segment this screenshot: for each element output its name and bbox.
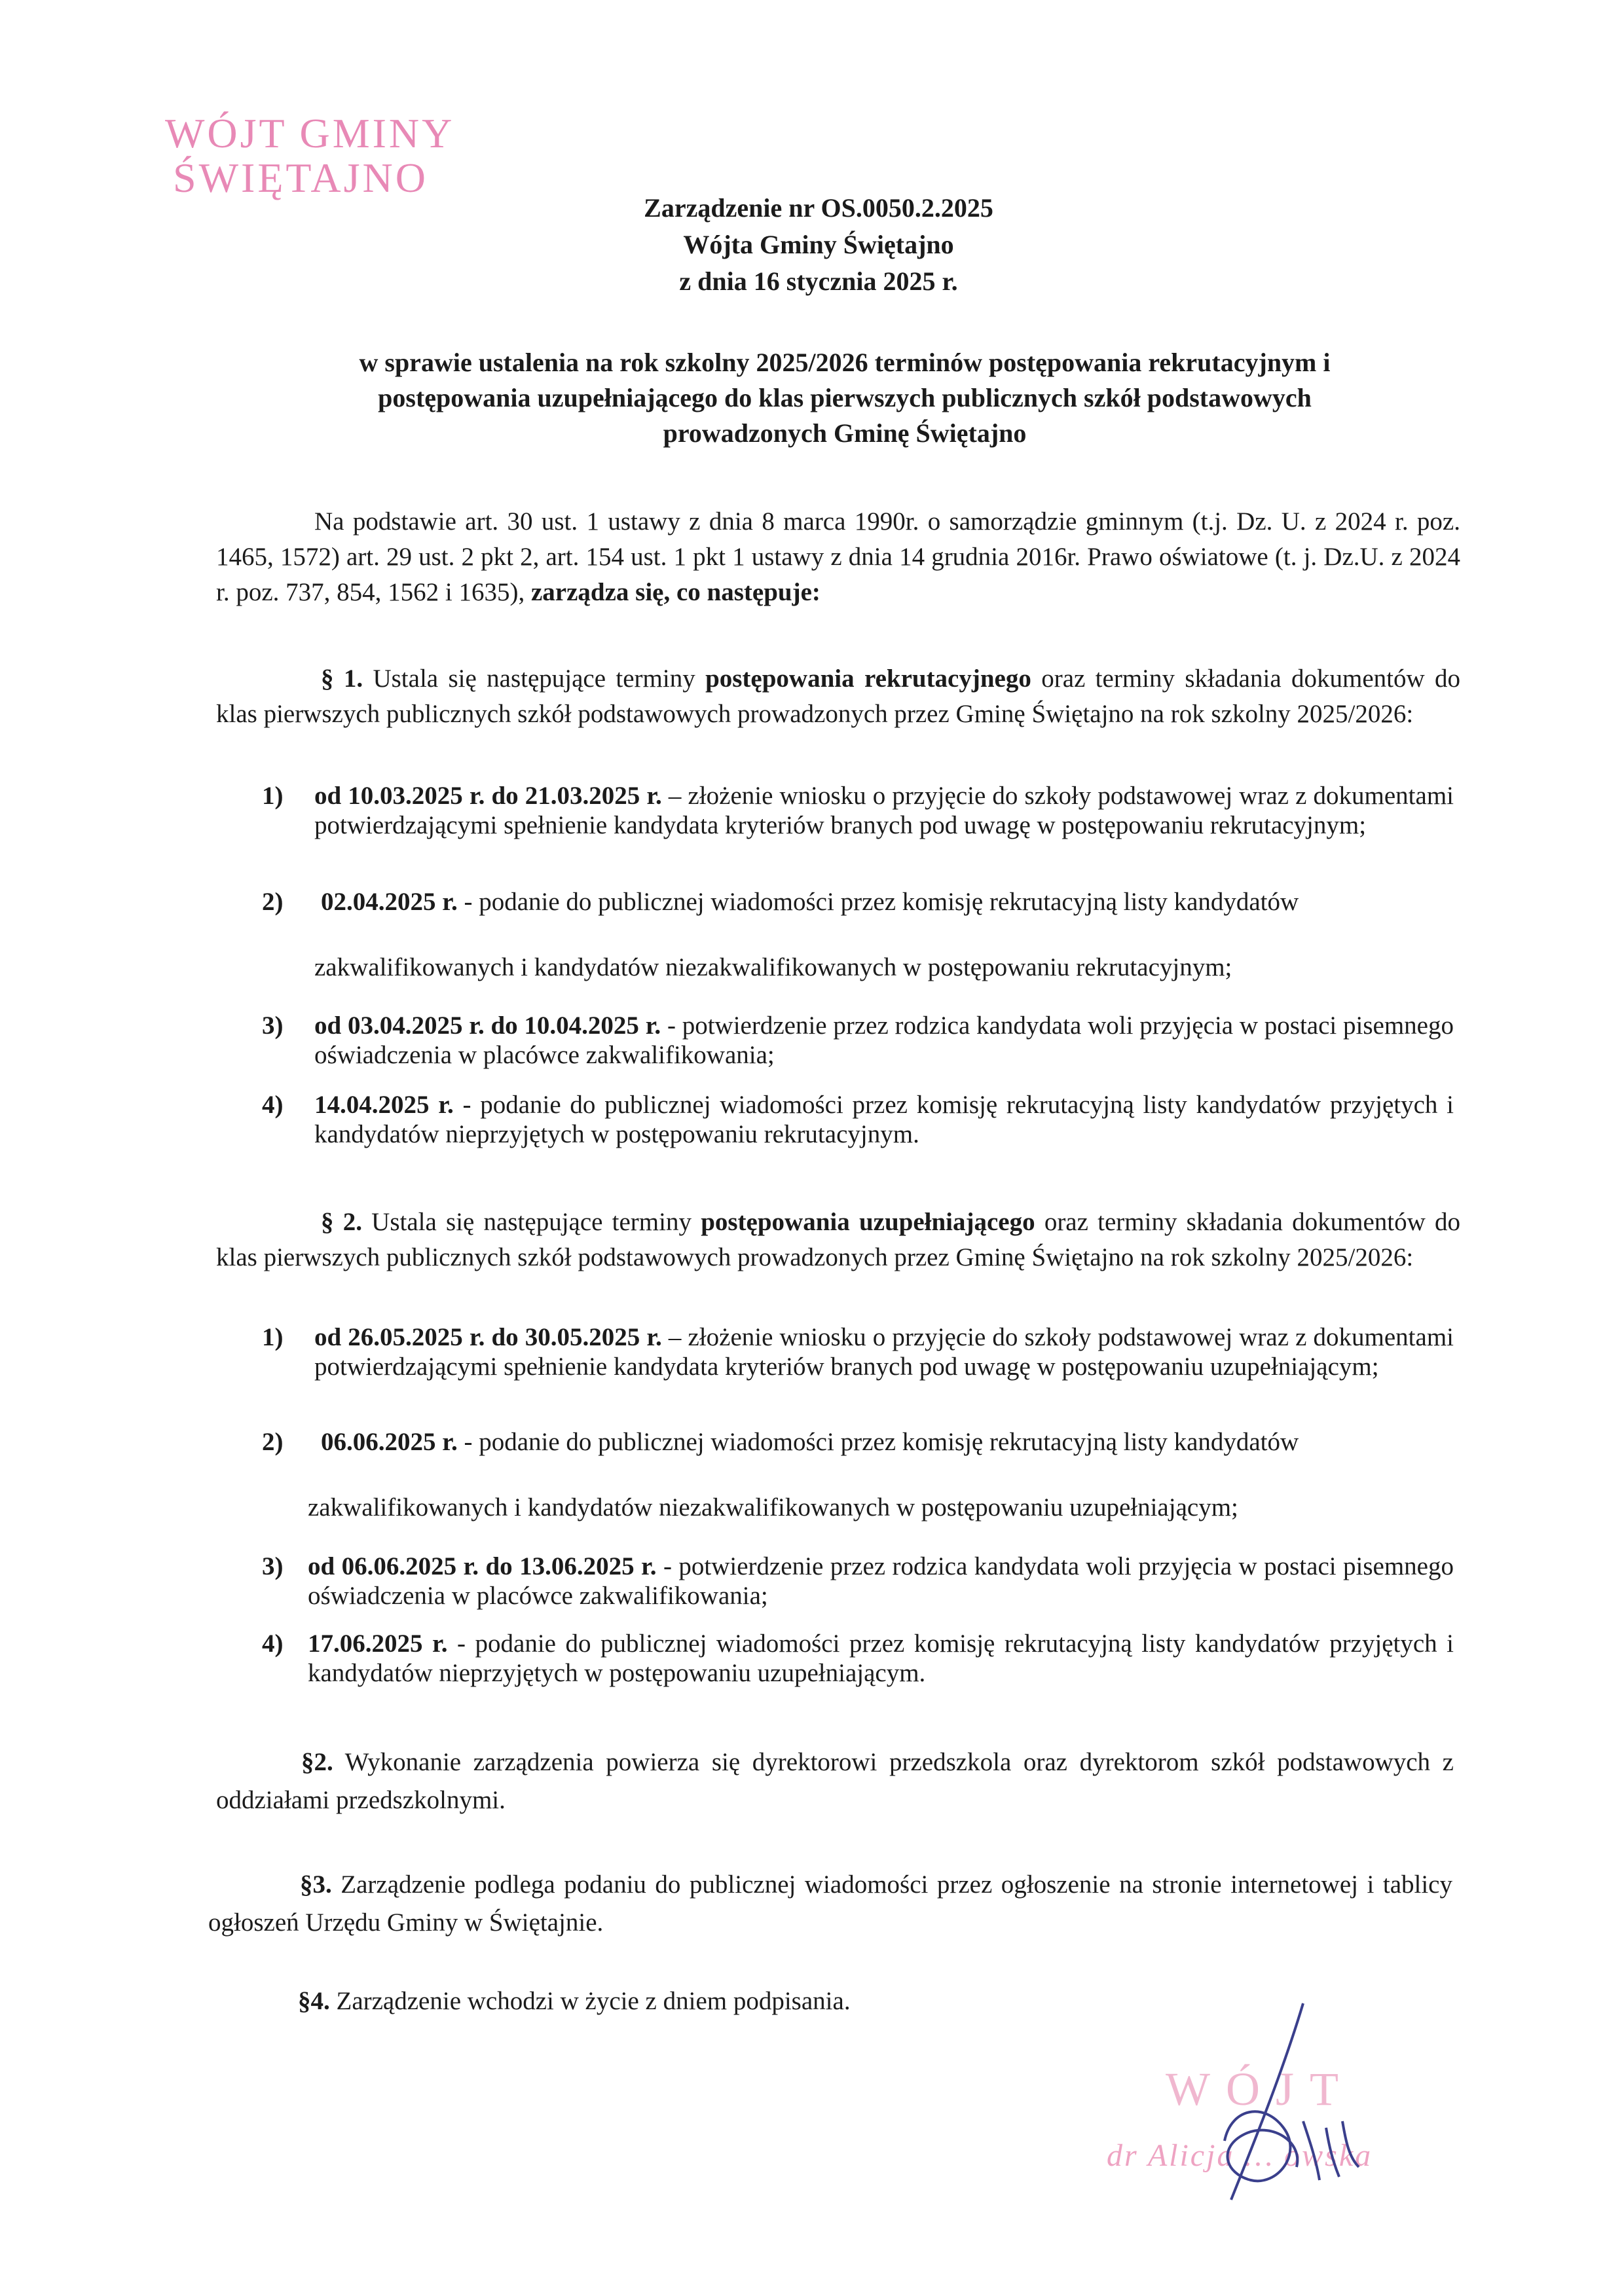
s2-item-1 — [314, 1322, 1454, 1381]
section-1-post: oraz terminy składania dokumentów do klas pierwszych publicznych szkół podstawowych prowadzonych przez Gminę Świętajno na rok szkolny 2025/2026: — [216, 665, 1460, 728]
s1-item-2-num: 2) — [262, 888, 284, 916]
s1-item-3-num: 3) — [262, 1011, 284, 1040]
s2-item-3-num: 3) — [262, 1552, 284, 1580]
s1-item-2-cont: zakwalifikowanych i kandydatów niezakwalifikowanych w postępowaniu rekrutacyjnym; — [314, 953, 1232, 981]
section-1-mark: § 1. — [321, 665, 363, 693]
p3-mark: §3. — [300, 1870, 332, 1899]
section-2-mark: § 2. — [321, 1208, 362, 1236]
legal-basis-text: Na podstawie art. 30 ust. 1 ustawy z dnia 8 marca 1990r. o samorządzie gminnym (t.j. Dz. U. z 2024 r. poz. 1465, 1572) art. 29 ust. 2 pkt 2, art. 154 ust. 1 pkt 1 ustawy z dnia 14 grudnia 2016r. Prawo oświatowe (t. j. Dz.U. z 2024 r. poz. 737, 854, 1562 i 1635), — [216, 507, 1460, 606]
header-line-1: Zarządzenie nr OS.0050.2.2025 — [644, 193, 993, 223]
p2-text: Wykonanie zarządzenia powierza się dyrektorowi przedszkola oraz dyrektorom szkół podstawowych z oddziałami przedszkolnymi. — [216, 1748, 1454, 1814]
s2-item-4 — [308, 1629, 1454, 1688]
header-line-3: z dnia 16 stycznia 2025 r. — [679, 266, 958, 296]
signature-stamp-title: WÓJT — [1166, 2063, 1354, 2115]
s1-item-1-num: 1) — [262, 782, 284, 810]
s2-item-3-text: - potwierdzenie przez rodzica kandydata woli przyjęcia w postaci pisemnego oświadczenia w placówce zakwalifikowania; — [308, 1552, 1454, 1610]
s1-item-4-text: - podanie do publicznej wiadomości przez komisję rekrutacyjną listy kandydatów przyjętych i kandydatów nieprzyjętych w postępowaniu rekrutacyjnym. — [314, 1091, 1454, 1148]
s1-item-2 — [321, 887, 1460, 917]
handwritten-signature — [1205, 1990, 1375, 2213]
s2-item-2-num: 2) — [262, 1428, 284, 1456]
s1-item-2-text: - podanie do publicznej wiadomości przez komisję rekrutacyjną listy kandydatów — [457, 888, 1299, 916]
section-2-post: oraz terminy składania dokumentów do klas pierwszych publicznych szkół podstawowych prowadzonych przez Gminę Świętajno na rok szkolny 2025/2026: — [216, 1208, 1460, 1271]
s2-item-4-text: - podanie do publicznej wiadomości przez komisję rekrutacyjną listy kandydatów przyjętych i kandydatów nieprzyjętych w postępowaniu uzupełniającym. — [308, 1630, 1454, 1687]
s1-item-4 — [314, 1090, 1454, 1149]
subject-line-3: prowadzonych Gminę Świętajno — [663, 418, 1027, 448]
s2-item-3 — [308, 1552, 1454, 1611]
section-2-bold: postępowania uzupełniającego — [701, 1208, 1035, 1236]
stamp-line-1: WÓJT GMINY — [165, 110, 455, 156]
section-1-bold: postępowania rekrutacyjnego — [705, 665, 1031, 693]
paragraph-2-execution — [216, 1743, 1454, 1819]
paragraph-3-publication — [208, 1866, 1452, 1942]
s1-item-1-date: od 10.03.2025 r. do 21.03.2025 r. — [314, 782, 662, 810]
section-1-intro — [216, 661, 1460, 732]
s2-item-2 — [321, 1427, 1460, 1457]
s2-item-2-date: 06.06.2025 r. — [321, 1428, 458, 1456]
document-subject — [262, 345, 1428, 451]
s2-item-4-num: 4) — [262, 1630, 284, 1658]
p3-text: Zarządzenie podlega podaniu do publicznej wiadomości przez ogłoszenie na stronie internetowej i tablicy ogłoszeń Urzędu Gminy w Świętajnie. — [208, 1870, 1452, 1937]
s1-item-3 — [314, 1011, 1454, 1070]
s1-item-3-date: od 03.04.2025 r. do 10.04.2025 r. — [314, 1011, 661, 1040]
signature-stamp-name: dr Alicja … owska — [1107, 2138, 1373, 2173]
section-2-pre: Ustala się następujące terminy — [361, 1208, 701, 1236]
s2-item-2-cont: zakwalifikowanych i kandydatów niezakwalifikowanych w postępowaniu uzupełniającym; — [308, 1493, 1238, 1522]
p4-text: Zarządzenie wchodzi w życie z dniem podpisania. — [329, 1987, 851, 2015]
s1-item-3-text: - potwierdzenie przez rodzica kandydata woli przyjęcia w postaci pisemnego oświadczenia w placówce zakwalifikowania; — [314, 1011, 1454, 1069]
subject-line-2: postępowania uzupełniającego do klas pierwszych publicznych szkół podstawowych — [378, 383, 1312, 412]
s2-item-4-date: 17.06.2025 r. — [308, 1630, 448, 1658]
p4-mark: §4. — [298, 1987, 330, 2015]
s1-item-2-date: 02.04.2025 r. — [321, 888, 458, 916]
s2-item-1-date: od 26.05.2025 r. do 30.05.2025 r. — [314, 1323, 662, 1351]
section-2-intro — [216, 1205, 1460, 1275]
section-1-pre: Ustala się następujące terminy — [363, 665, 706, 693]
s2-item-2-text: - podanie do publicznej wiadomości przez komisję rekrutacyjną listy kandydatów — [457, 1428, 1299, 1456]
s1-item-1 — [314, 781, 1454, 840]
s2-item-1-text: – złożenie wniosku o przyjęcie do szkoły podstawowej wraz z dokumentami potwierdzającymi spełnienie kandydata kryteriów branych pod uwagę w postępowaniu uzupełniającym; — [314, 1323, 1454, 1381]
s2-item-1-num: 1) — [262, 1323, 284, 1351]
p2-mark: §2. — [301, 1748, 333, 1776]
document-header — [576, 190, 1061, 300]
stamp-line-2: ŚWIĘTAJNO — [173, 155, 428, 201]
s2-item-3-date: od 06.06.2025 r. do 13.06.2025 r. — [308, 1552, 657, 1580]
subject-line-1: w sprawie ustalenia na rok szkolny 2025/2026 terminów postępowania rekrutacyjnym i — [359, 348, 1331, 377]
legal-basis — [216, 504, 1460, 610]
office-stamp — [165, 111, 454, 200]
s1-item-4-num: 4) — [262, 1091, 284, 1119]
header-line-2: Wójta Gminy Świętajno — [683, 230, 954, 259]
legal-basis-bold: zarządza się, co następuje: — [530, 578, 821, 606]
s1-item-4-date: 14.04.2025 r. — [314, 1091, 454, 1119]
s1-item-1-text: – złożenie wniosku o przyjęcie do szkoły podstawowej wraz z dokumentami potwierdzającymi spełnienie kandydata kryteriów branych pod uwagę w postępowaniu rekrutacyjnym; — [314, 782, 1454, 839]
